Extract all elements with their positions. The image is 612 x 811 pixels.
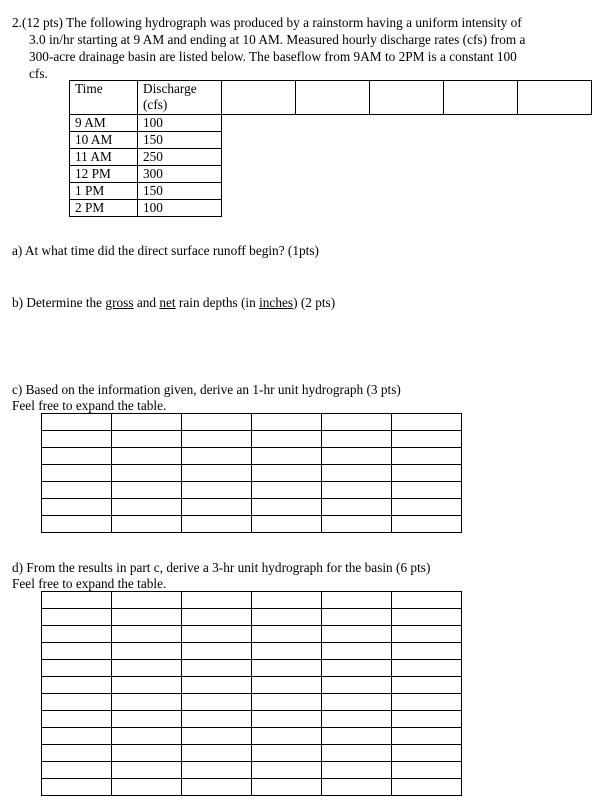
grid-cell[interactable] bbox=[322, 711, 392, 728]
grid-cell[interactable] bbox=[252, 516, 322, 533]
grid-cell[interactable] bbox=[392, 516, 462, 533]
problem-line-4: cfs. bbox=[29, 66, 48, 81]
question-b-inches: inches bbox=[259, 295, 294, 310]
grid-cell[interactable] bbox=[112, 626, 182, 643]
discharge-cell: 250 bbox=[138, 149, 222, 166]
question-d-note: Feel free to expand the table. bbox=[12, 576, 167, 591]
grid-row bbox=[42, 516, 462, 533]
grid-row bbox=[42, 643, 462, 660]
grid-cell[interactable] bbox=[112, 482, 182, 499]
question-b-gross: gross bbox=[105, 295, 134, 310]
grid-cell[interactable] bbox=[252, 762, 322, 779]
table-row bbox=[70, 115, 592, 132]
grid-cell[interactable] bbox=[322, 609, 392, 626]
grid-cell[interactable] bbox=[252, 660, 322, 677]
grid-cell[interactable] bbox=[42, 609, 112, 626]
grid-cell[interactable] bbox=[252, 482, 322, 499]
grid-cell[interactable] bbox=[112, 711, 182, 728]
header-discharge-label: Discharge bbox=[143, 81, 197, 96]
grid-cell[interactable] bbox=[392, 431, 462, 448]
discharge-table bbox=[69, 80, 592, 217]
grid-cell[interactable] bbox=[322, 592, 392, 609]
grid-row bbox=[42, 499, 462, 516]
grid-cell[interactable] bbox=[42, 762, 112, 779]
time-cell: 11 AM bbox=[70, 149, 138, 166]
grid-cell[interactable] bbox=[182, 728, 252, 745]
table-header-row bbox=[70, 81, 592, 115]
grid-cell[interactable] bbox=[252, 499, 322, 516]
grid-cell[interactable] bbox=[252, 711, 322, 728]
grid-cell[interactable] bbox=[252, 779, 322, 796]
grid-cell[interactable] bbox=[392, 448, 462, 465]
grid-cell[interactable] bbox=[182, 745, 252, 762]
table-row bbox=[70, 183, 592, 200]
grid-cell[interactable] bbox=[392, 779, 462, 796]
grid-cell[interactable] bbox=[392, 728, 462, 745]
grid-cell[interactable] bbox=[112, 677, 182, 694]
grid-row bbox=[42, 660, 462, 677]
grid-cell[interactable] bbox=[182, 482, 252, 499]
grid-cell[interactable] bbox=[392, 626, 462, 643]
grid-cell[interactable] bbox=[392, 465, 462, 482]
grid-row bbox=[42, 711, 462, 728]
question-b-post: ) (2 pts) bbox=[293, 295, 336, 310]
grid-cell[interactable] bbox=[392, 414, 462, 431]
question-b-pre: b) Determine the bbox=[12, 295, 106, 310]
grid-row bbox=[42, 592, 462, 609]
grid-cell[interactable] bbox=[322, 779, 392, 796]
grid-cell[interactable] bbox=[112, 660, 182, 677]
grid-cell[interactable] bbox=[392, 745, 462, 762]
grid-cell[interactable] bbox=[42, 694, 112, 711]
grid-cell[interactable] bbox=[112, 762, 182, 779]
grid-cell[interactable] bbox=[112, 465, 182, 482]
header-discharge-unit: (cfs) bbox=[143, 97, 168, 112]
time-cell: 12 PM bbox=[70, 166, 138, 183]
grid-cell[interactable] bbox=[112, 745, 182, 762]
grid-cell[interactable] bbox=[322, 728, 392, 745]
grid-cell[interactable] bbox=[42, 482, 112, 499]
discharge-cell: 150 bbox=[138, 183, 222, 200]
grid-row bbox=[42, 762, 462, 779]
grid-cell[interactable] bbox=[42, 779, 112, 796]
grid-cell[interactable] bbox=[252, 592, 322, 609]
grid-cell[interactable] bbox=[112, 516, 182, 533]
question-c-note: Feel free to expand the table. bbox=[12, 398, 167, 413]
grid-cell[interactable] bbox=[112, 728, 182, 745]
grid-cell[interactable] bbox=[322, 626, 392, 643]
problem-line-2: 3.0 in/hr starting at 9 AM and ending at 10 AM. Measured hourly discharge rates (cfs) from a bbox=[29, 32, 526, 47]
table-cell-empty[interactable] bbox=[296, 81, 370, 115]
grid-cell[interactable] bbox=[182, 592, 252, 609]
question-a: a) At what time did the direct surface runoff begin? (1pts) bbox=[12, 243, 319, 258]
grid-cell[interactable] bbox=[42, 414, 112, 431]
grid-row bbox=[42, 431, 462, 448]
grid-cell[interactable] bbox=[112, 643, 182, 660]
grid-cell[interactable] bbox=[392, 711, 462, 728]
grid-cell[interactable] bbox=[252, 643, 322, 660]
grid-cell[interactable] bbox=[322, 677, 392, 694]
grid-cell[interactable] bbox=[182, 711, 252, 728]
grid-cell[interactable] bbox=[42, 660, 112, 677]
table-cell-empty[interactable] bbox=[518, 81, 592, 115]
grid-cell[interactable] bbox=[182, 626, 252, 643]
grid-cell[interactable] bbox=[252, 431, 322, 448]
discharge-cell: 150 bbox=[138, 132, 222, 149]
grid-cell[interactable] bbox=[182, 516, 252, 533]
question-b-net: net bbox=[159, 295, 176, 310]
grid-cell[interactable] bbox=[392, 499, 462, 516]
table-row bbox=[70, 200, 592, 217]
grid-cell[interactable] bbox=[42, 448, 112, 465]
header-time: Time bbox=[70, 81, 138, 115]
grid-cell[interactable] bbox=[112, 414, 182, 431]
answer-table-c[interactable] bbox=[41, 413, 462, 533]
grid-cell[interactable] bbox=[392, 762, 462, 779]
grid-cell[interactable] bbox=[322, 482, 392, 499]
grid-cell[interactable] bbox=[322, 516, 392, 533]
grid-cell[interactable] bbox=[322, 499, 392, 516]
table-row bbox=[70, 149, 592, 166]
discharge-cell: 100 bbox=[138, 200, 222, 217]
grid-cell[interactable] bbox=[252, 626, 322, 643]
grid-cell[interactable] bbox=[252, 728, 322, 745]
grid-cell[interactable] bbox=[112, 448, 182, 465]
grid-cell[interactable] bbox=[252, 414, 322, 431]
grid-cell[interactable] bbox=[42, 745, 112, 762]
grid-cell[interactable] bbox=[322, 465, 392, 482]
table-cell-empty[interactable] bbox=[444, 81, 518, 115]
grid-cell[interactable] bbox=[42, 626, 112, 643]
grid-cell[interactable] bbox=[112, 592, 182, 609]
grid-cell[interactable] bbox=[182, 499, 252, 516]
grid-row bbox=[42, 465, 462, 482]
time-cell: 2 PM bbox=[70, 200, 138, 217]
grid-cell[interactable] bbox=[112, 609, 182, 626]
grid-row bbox=[42, 626, 462, 643]
grid-cell[interactable] bbox=[42, 499, 112, 516]
grid-cell[interactable] bbox=[252, 677, 322, 694]
grid-cell[interactable] bbox=[42, 728, 112, 745]
time-cell: 9 AM bbox=[70, 115, 138, 132]
grid-cell[interactable] bbox=[182, 694, 252, 711]
discharge-cell: 100 bbox=[138, 115, 222, 132]
table-row bbox=[70, 166, 592, 183]
grid-row bbox=[42, 482, 462, 499]
grid-cell[interactable] bbox=[322, 745, 392, 762]
problem-statement bbox=[12, 14, 602, 82]
grid-cell[interactable] bbox=[182, 609, 252, 626]
grid-cell[interactable] bbox=[42, 592, 112, 609]
grid-cell[interactable] bbox=[182, 643, 252, 660]
grid-cell[interactable] bbox=[182, 414, 252, 431]
problem-line-1: 2.(12 pts) The following hydrograph was produced by a rainstorm having a uniform intensity of bbox=[12, 15, 522, 30]
grid-cell[interactable] bbox=[112, 499, 182, 516]
question-b bbox=[12, 294, 335, 311]
grid-cell[interactable] bbox=[42, 465, 112, 482]
grid-cell[interactable] bbox=[392, 592, 462, 609]
grid-cell[interactable] bbox=[392, 482, 462, 499]
grid-cell[interactable] bbox=[392, 609, 462, 626]
grid-cell[interactable] bbox=[112, 694, 182, 711]
grid-cell[interactable] bbox=[182, 660, 252, 677]
grid-row bbox=[42, 779, 462, 796]
grid-row bbox=[42, 448, 462, 465]
grid-row bbox=[42, 694, 462, 711]
grid-cell[interactable] bbox=[252, 448, 322, 465]
table-row bbox=[70, 132, 592, 149]
grid-row bbox=[42, 609, 462, 626]
question-c: c) Based on the information given, derive an 1-hr unit hydrograph (3 pts) bbox=[12, 382, 401, 397]
grid-cell[interactable] bbox=[182, 431, 252, 448]
question-b-and: and bbox=[133, 295, 160, 310]
grid-cell[interactable] bbox=[42, 711, 112, 728]
discharge-cell: 300 bbox=[138, 166, 222, 183]
grid-cell[interactable] bbox=[252, 745, 322, 762]
grid-cell[interactable] bbox=[322, 694, 392, 711]
grid-cell[interactable] bbox=[182, 762, 252, 779]
grid-cell[interactable] bbox=[182, 779, 252, 796]
grid-cell[interactable] bbox=[322, 448, 392, 465]
grid-cell[interactable] bbox=[322, 643, 392, 660]
table-cell-empty[interactable] bbox=[370, 81, 444, 115]
answer-table-d[interactable] bbox=[41, 591, 462, 796]
grid-cell[interactable] bbox=[112, 431, 182, 448]
grid-cell[interactable] bbox=[182, 677, 252, 694]
grid-cell[interactable] bbox=[252, 609, 322, 626]
grid-cell[interactable] bbox=[252, 465, 322, 482]
grid-cell[interactable] bbox=[42, 516, 112, 533]
grid-cell[interactable] bbox=[42, 643, 112, 660]
grid-cell[interactable] bbox=[112, 779, 182, 796]
grid-cell[interactable] bbox=[322, 660, 392, 677]
grid-cell[interactable] bbox=[322, 414, 392, 431]
grid-cell[interactable] bbox=[392, 643, 462, 660]
table-cell-empty[interactable] bbox=[222, 81, 296, 115]
grid-row bbox=[42, 414, 462, 431]
grid-cell[interactable] bbox=[392, 677, 462, 694]
grid-cell[interactable] bbox=[42, 677, 112, 694]
question-b-mid: rain depths (in bbox=[175, 295, 260, 310]
grid-cell[interactable] bbox=[322, 431, 392, 448]
grid-cell[interactable] bbox=[322, 762, 392, 779]
grid-cell[interactable] bbox=[392, 660, 462, 677]
grid-row bbox=[42, 728, 462, 745]
grid-cell[interactable] bbox=[42, 431, 112, 448]
problem-line-3: 300-acre drainage basin are listed below. The baseflow from 9AM to 2PM is a constant 100 bbox=[29, 49, 517, 64]
grid-cell[interactable] bbox=[392, 694, 462, 711]
time-cell: 1 PM bbox=[70, 183, 138, 200]
grid-row bbox=[42, 745, 462, 762]
grid-cell[interactable] bbox=[182, 448, 252, 465]
header-discharge bbox=[138, 81, 222, 115]
time-cell: 10 AM bbox=[70, 132, 138, 149]
grid-cell[interactable] bbox=[182, 465, 252, 482]
question-d: d) From the results in part c, derive a 3-hr unit hydrograph for the basin (6 pts) bbox=[12, 560, 431, 575]
grid-cell[interactable] bbox=[252, 694, 322, 711]
grid-row bbox=[42, 677, 462, 694]
